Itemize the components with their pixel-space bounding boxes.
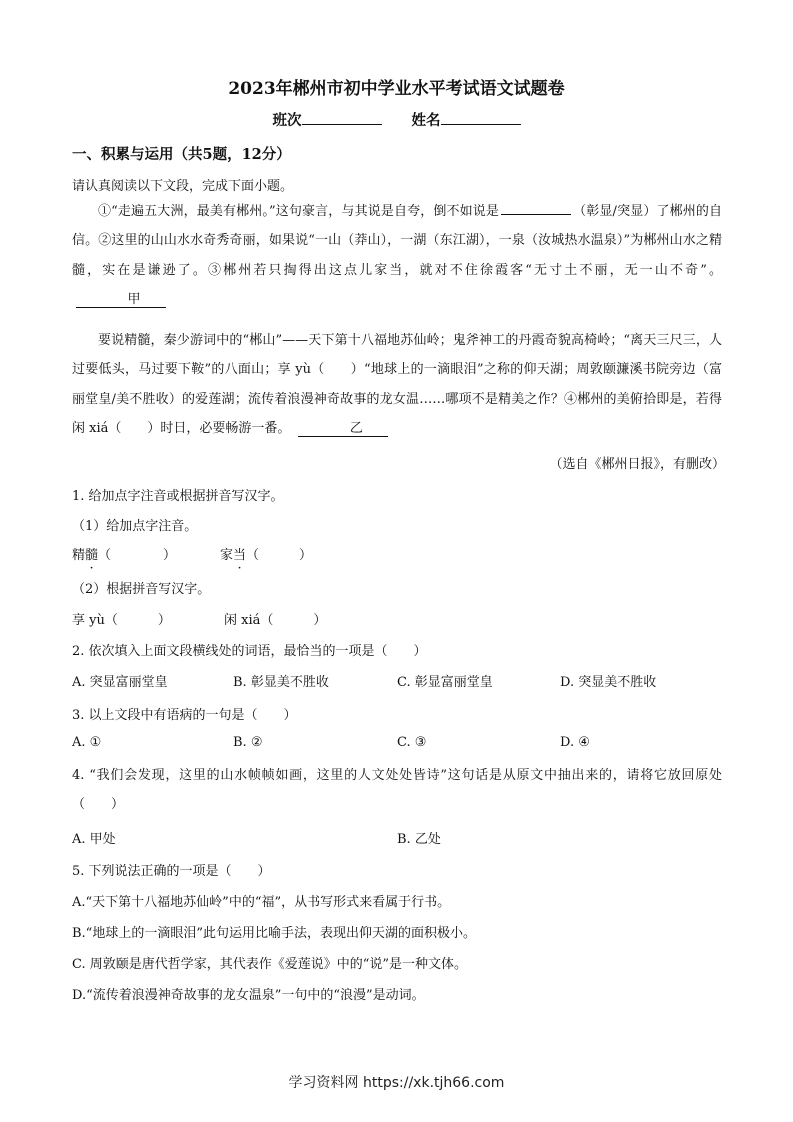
q4-option-a: A. 甲处 xyxy=(72,832,116,847)
q2-option-b: B. 彰显美不胜收 xyxy=(233,675,329,690)
dotted-char: 当 xyxy=(233,548,247,563)
instruction-text: 请认真阅读以下文段，完成下面小题。 xyxy=(72,179,294,194)
question-3: 3. 以上文段中有语病的一句是（ ） xyxy=(72,708,297,723)
question-1-part-2: （2）根据拼音写汉字。 xyxy=(72,582,211,597)
passage-p2-c: ）时日，必要畅游一番。 xyxy=(147,421,291,437)
q5-option-c: C. 周敦颐是唐代哲学家，其代表作《爱莲说》中的“说”是一种文体。 xyxy=(72,957,468,972)
q5-option-d: D.“流传着浪漫神奇故事的龙女温泉”一句中的“浪漫”是动词。 xyxy=(72,988,425,1003)
passage-paragraph-2 xyxy=(72,326,722,444)
page-title: 2023年郴州市初中学业水平考试语文试题卷 xyxy=(228,79,565,99)
source-citation: （选自《郴州日报》，有删改） xyxy=(549,457,725,472)
name-blank xyxy=(441,110,521,125)
passage-p2-b: ）“地球上的一滴眼泪”之称的仰天湖；周敦颐濂溪书院旁边（富丽堂皇/美不胜收）的爱莲湖；流传着浪漫神奇故事的龙女温……哪项不是精美之作？④郴州的美俯拾即是，若得闲 xiá（ xyxy=(72,362,722,437)
word-blank xyxy=(501,202,571,215)
question-2: 2. 依次填入上面文段横线处的词语，最恰当的一项是（ ） xyxy=(72,644,427,659)
q3-option-b: B. ② xyxy=(233,735,263,750)
marker-jia-label: 甲 xyxy=(127,292,141,308)
q1-2-item-b: 闲 xiá（ ） xyxy=(224,613,327,628)
q1-2-item-a: 享 yù（ ） xyxy=(72,613,171,628)
dotted-char: 髓 xyxy=(85,548,99,563)
passage-p1-b: （彰显/突显）了郴州的自信。②这里的山山水水奇秀奇丽，如果说“一山（莽山），一湖（东江湖），一泉（汝城热水温泉）”为郴州山水之精髓，实在是谦逊了。③郴州若只掏得出这点儿家当，就对不住徐霞客“无寸土不丽，无一山不奇”。 xyxy=(72,204,722,278)
q3-option-d: D. ④ xyxy=(560,735,590,750)
passage-p2-a: 要说精髓，秦少游词中的“郴山”——天下第十八福地苏仙岭；鬼斧神工的丹霞奇貌高椅岭；“离天三尺三，人过要低头，马过要下鞍”的八面山；享 yù（ xyxy=(72,333,722,378)
question-4: 4. “我们会发现，这里的山水帧帧如画，这里的人文处处皆诗”这句话是从原文中抽出来的，请将它放回原处（ ） xyxy=(72,768,722,813)
q1-1-item-b: 家当（ ） xyxy=(220,548,313,563)
section-heading: 一、积累与运用（共5题，12分） xyxy=(72,146,291,163)
q1-1-item-a: 精髓（ ） xyxy=(72,548,177,563)
q2-option-a: A. 突显富丽堂皇 xyxy=(72,675,168,690)
question-5: 5. 下列说法正确的一项是（ ） xyxy=(72,864,271,879)
q3-option-a: A. ① xyxy=(72,735,102,750)
marker-yi-label: 乙 xyxy=(349,421,363,437)
q4-option-b: B. 乙处 xyxy=(397,832,441,847)
name-label: 姓名 xyxy=(411,112,441,129)
question-1: 1. 给加点字注音或根据拼音写汉字。 xyxy=(72,489,284,504)
q2-option-c: C. 彰显富丽堂皇 xyxy=(397,675,493,690)
q5-option-b: B.“地球上的一滴眼泪”此句运用比喻手法，表现出仰天湖的面积极小。 xyxy=(72,926,476,941)
marker-jia xyxy=(76,293,166,308)
q3-option-c: C. ③ xyxy=(397,735,427,750)
marker-yi xyxy=(298,422,388,437)
class-name-line xyxy=(0,109,793,130)
question-1-part-1: （1）给加点字注音。 xyxy=(72,519,198,534)
footer-watermark: 学习资料网 https://xk.tjh66.com xyxy=(288,1075,505,1091)
q5-option-a: A.“天下第十八福地苏仙岭”中的“福”，从书写形式来看属于行书。 xyxy=(72,895,451,910)
passage-p1-a: ①“走遍五大洲，最美有郴州。”这句豪言，与其说是自夸，倒不如说是 xyxy=(98,204,500,219)
q2-option-d: D. 突显美不胜收 xyxy=(560,675,657,690)
passage-paragraph-1 xyxy=(72,197,722,315)
class-label: 班次 xyxy=(272,112,302,129)
class-blank xyxy=(302,110,382,125)
